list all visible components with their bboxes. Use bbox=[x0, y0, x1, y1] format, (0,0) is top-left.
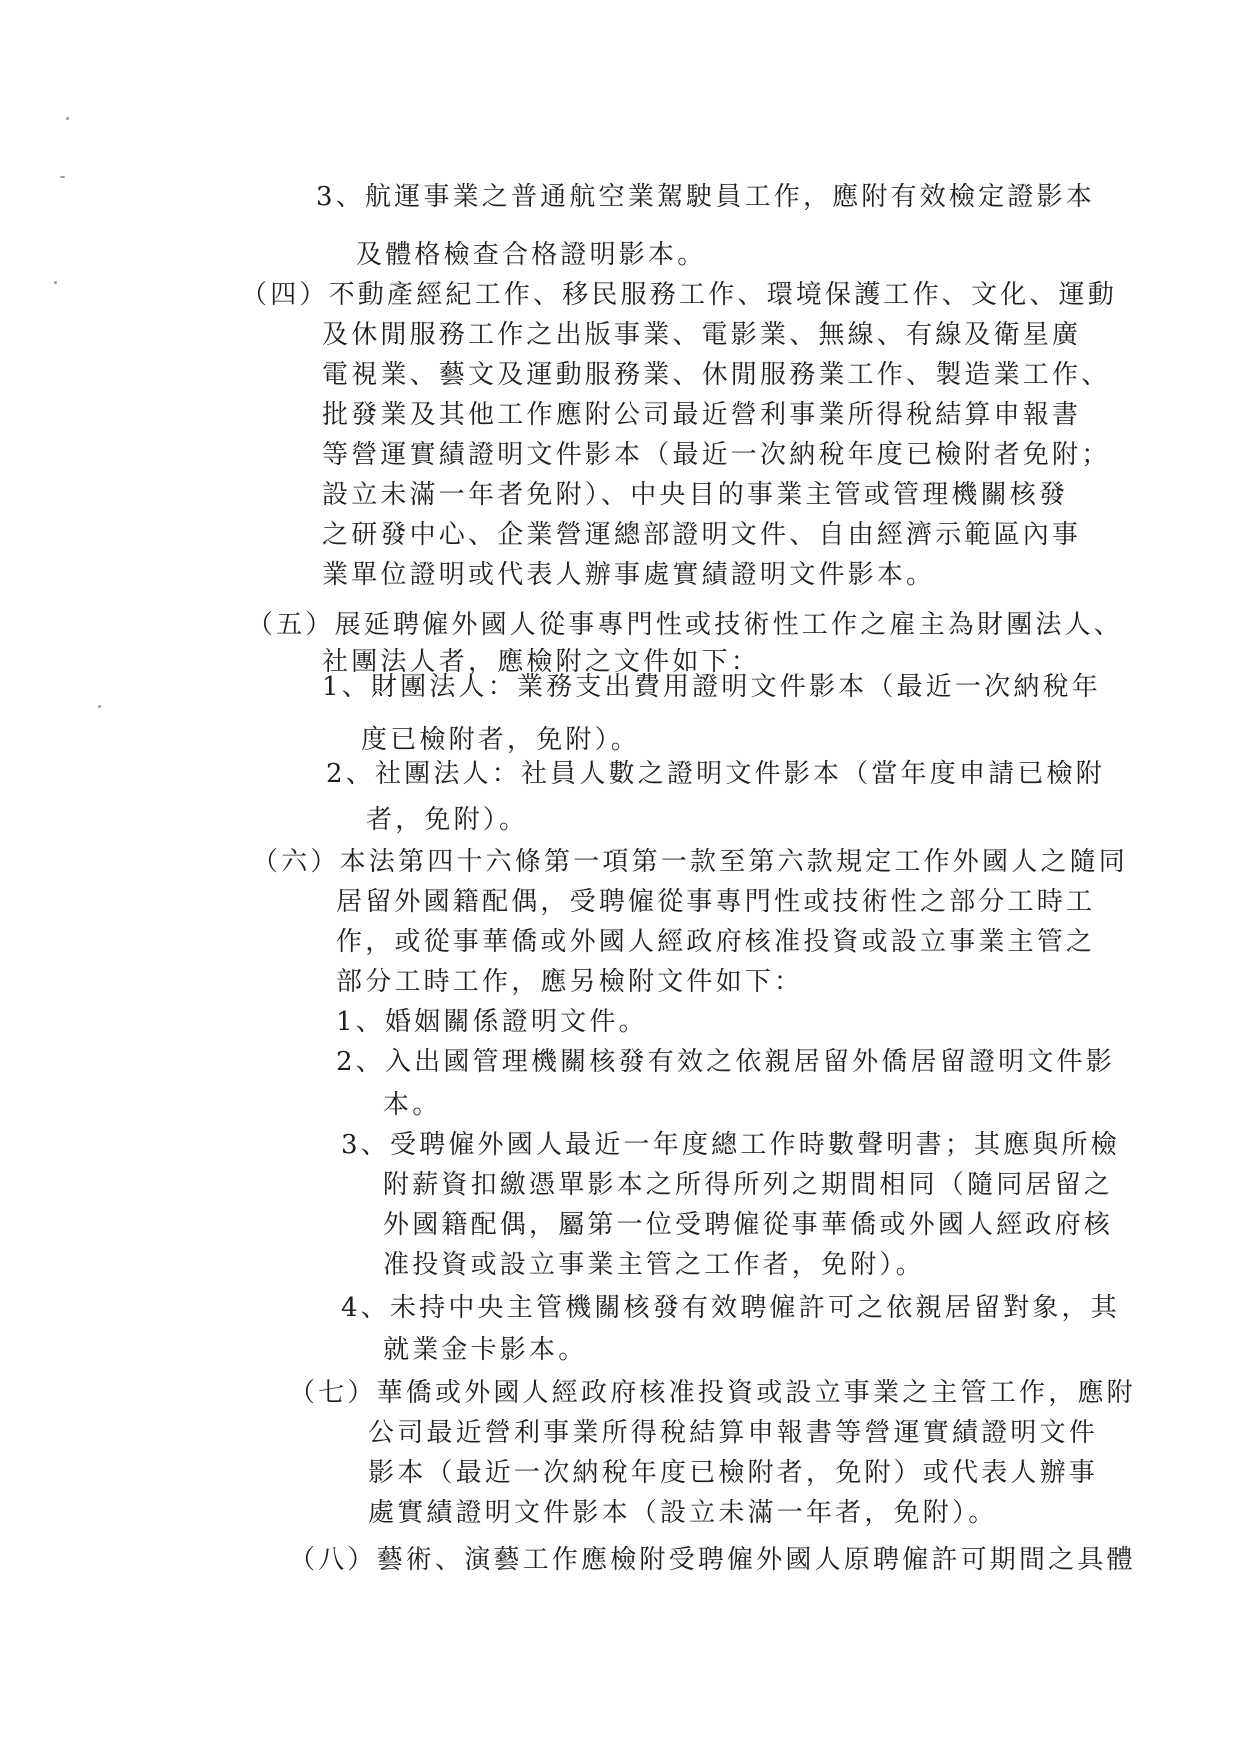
text-line: 及休閒服務工作之出版事業、電影業、無線、有線及衛星廣 bbox=[322, 320, 1082, 350]
text-line: 社團法人者，應檢附之文件如下： bbox=[322, 647, 761, 677]
text-line: 批發業及其他工作應附公司最近營利事業所得稅結算申報書 bbox=[322, 400, 1082, 430]
text-line: 3、受聘僱外國人最近一年度總工作時數聲明書；其應與所檢 bbox=[341, 1130, 1120, 1160]
text-line: 度已檢附者，免附）。 bbox=[361, 725, 641, 755]
text-line: 設立未滿一年者免附）、中央目的事業主管或管理機關核發 bbox=[322, 480, 1069, 510]
text-line: 部分工時工作，應另檢附文件如下： bbox=[336, 967, 804, 997]
text-line: 2、入出國管理機關核發有效之依親居留外僑居留證明文件影 bbox=[336, 1047, 1115, 1077]
text-line: 就業金卡影本。 bbox=[383, 1335, 588, 1365]
text-line: 居留外國籍配偶，受聘僱從事專門性或技術性之部分工時工 bbox=[336, 887, 1096, 917]
text-line: 業單位證明或代表人辦事處實績證明文件影本。 bbox=[322, 560, 936, 590]
scan-speck bbox=[98, 705, 101, 708]
text-line: 附薪資扣繳憑單影本之所得所列之期間相同（隨同居留之 bbox=[383, 1170, 1114, 1200]
text-line: 1、婚姻關係證明文件。 bbox=[336, 1007, 648, 1037]
text-line: 2、社團法人：社員人數之證明文件影本（當年度申請已檢附 bbox=[326, 759, 1105, 789]
text-line: 影本（最近一次納稅年度已檢附者，免附）或代表人辦事 bbox=[368, 1458, 1099, 1488]
scan-speck bbox=[54, 281, 57, 284]
text-line: （七）華僑或外國人經政府核准投資或設立事業之主管工作，應附 bbox=[289, 1378, 1136, 1408]
text-line: （八）藝術、演藝工作應檢附受聘僱外國人原聘僱許可期間之具體 bbox=[289, 1545, 1136, 1575]
text-line: （五）展延聘僱外國人從事專門性或技術性工作之雇主為財團法人、 bbox=[247, 610, 1124, 640]
scan-speck bbox=[66, 117, 69, 120]
text-line: 4、未持中央主管機關核發有效聘僱許可之依親居留對象，其 bbox=[341, 1293, 1120, 1323]
text-line: 作，或從事華僑或外國人經政府核准投資或設立事業主管之 bbox=[336, 927, 1096, 957]
text-line: （四）不動產經紀工作、移民服務工作、環境保護工作、文化、運動 bbox=[241, 280, 1118, 310]
text-line: 電視業、藝文及運動服務業、休閒服務業工作、製造業工作、 bbox=[322, 360, 1111, 390]
text-line: 3、航運事業之普通航空業駕駛員工作，應附有效檢定證影本 bbox=[316, 182, 1095, 212]
text-line: 本。 bbox=[383, 1090, 442, 1120]
text-line: 1、財團法人：業務支出費用證明文件影本（最近一次納稅年 bbox=[322, 672, 1101, 702]
text-line: 外國籍配偶，屬第一位受聘僱從事華僑或外國人經政府核 bbox=[383, 1210, 1114, 1240]
text-line: 及體格檢查合格證明影本。 bbox=[356, 240, 707, 270]
text-line: 之研發中心、企業營運總部證明文件、自由經濟示範區內事 bbox=[322, 520, 1082, 550]
text-line: 處實績證明文件影本（設立未滿一年者，免附）。 bbox=[368, 1498, 998, 1528]
text-line: 准投資或設立事業主管之工作者，免附）。 bbox=[383, 1250, 925, 1280]
text-line: （六）本法第四十六條第一項第一款至第六款規定工作外國人之隨同 bbox=[252, 847, 1129, 877]
text-line: 者，免附）。 bbox=[366, 805, 529, 835]
text-line: 公司最近營利事業所得稅結算申報書等營運實績證明文件 bbox=[368, 1418, 1099, 1448]
scan-speck bbox=[60, 176, 65, 178]
text-line: 等營運實績證明文件影本（最近一次納稅年度已檢附者免附； bbox=[322, 440, 1111, 470]
